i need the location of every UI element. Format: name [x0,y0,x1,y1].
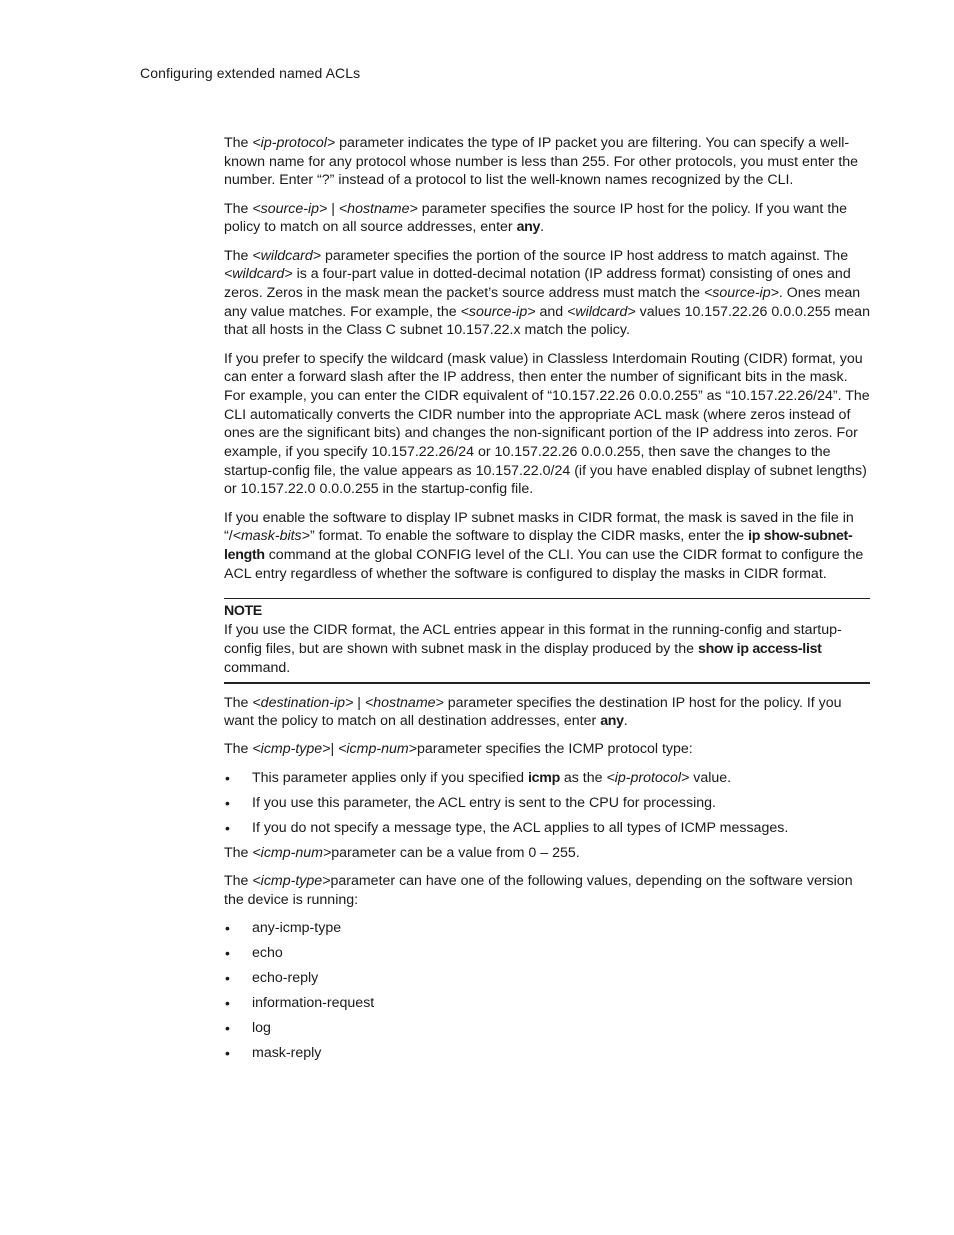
text: If you use the CIDR format, the ACL entries appear in this format in the running-config and startup-config files, but are shown with subnet mask in the display produced by the [224,622,842,658]
text: parameter specifies the ICMP protocol type: [416,741,693,758]
text: If you enable the software to display IP subnet masks in CIDR format, the mask is saved in the file in “/ [224,509,854,545]
text: | [353,694,365,711]
param-wildcard: <wildcard> [224,266,293,283]
text: The [224,247,253,264]
param-source-ip: <source-ip> [703,284,779,301]
param-wildcard: <wildcard> [567,303,636,320]
param-icmp-type: <icmp-type> [252,872,331,889]
text: The [224,135,253,151]
param-source-ip: <source-ip> [460,303,536,320]
note-title: NOTE [224,603,262,620]
param-icmp-num: <icmp-num> [252,844,332,861]
text: If you use this parameter, the ACL entry is sent to the CPU for processing. [252,794,716,811]
text: If you do not specify a message type, the ACL applies to all types of ICMP messages. [252,819,789,836]
text: . Ones mean any value matches. For example, the [224,284,861,320]
list-item [224,969,870,988]
text: parameter indicates the type of IP packet you are filtering. You can specify a well-known name for any protocol whose number is less than 255. For other protocols, you must enter the number. Enter “?” instead of a protocol to list the well-known names recognized by the CLI. [224,135,859,189]
icmp-type-value: information-request [252,994,375,1011]
keyword-any: any [516,219,541,236]
keyword-any: any [600,713,624,730]
icmp-type-value: log [252,1019,271,1036]
text: This parameter applies only if you specified [252,769,529,786]
param-hostname: <hostname> [338,200,418,217]
list-item [224,1044,870,1063]
list-item [224,919,870,938]
list-item [224,769,870,788]
text: as the [559,769,607,786]
param-ip-protocol: <ip-protocol> [606,769,690,786]
icmp-notes-list [224,769,870,838]
paragraph-source-ip [224,200,870,237]
running-header: Configuring extended named ACLs [140,65,361,81]
bullet-icon: • [225,994,230,1011]
paragraph-ip-protocol [224,134,870,190]
text: The [224,844,253,861]
paragraph-cidr-format: If you prefer to specify the wildcard (mask value) in Classless Interdomain Routing (CIDR) format, you can enter a forward slash after the IP address, then enter the number of significant bits in the mask. For example, you can enter the CIDR equivalent of “10.157.22.26 0.0.0.255” as “10.157.22.26/24”. The CLI automatically converts the CIDR number into the appropriate ACL mask (where zeros instead of ones are the significant bits) and changes the non-significant portion of the IP address into zeros. For example, if you specify 10.157.22.26/24 or 10.157.22.26 0.0.0.255, then save the changes to the startup-config file, the value appears as 10.157.22.0/24 (if you have enabled display of subnet lengths) or 10.157.22.0 0.0.0.255 in the startup-config file. [224,350,870,498]
icmp-type-value: echo-reply [252,969,319,986]
text: The [224,694,253,711]
text: parameter specifies the source IP host for the policy. If you want the policy to match on all source addresses, enter [224,200,848,236]
list-item [224,1019,870,1038]
page-content [224,134,870,1069]
text: | [330,741,339,758]
bullet-icon: • [225,944,230,961]
bullet-icon: • [225,1019,230,1036]
bullet-icon: • [225,819,230,836]
text: The [224,872,253,889]
bullet-icon: • [225,969,230,986]
note-body [224,621,870,677]
icmp-type-value: mask-reply [252,1044,322,1061]
param-destination-ip: <destination-ip> [252,694,354,711]
text: command at the global CONFIG level of the CLI. You can use the CIDR format to configure the ACL entry regardless of whether the software is configured to display the masks in CIDR format. [224,547,864,582]
command-ip-show-subnet-length: ip show-subnet-length [224,528,853,564]
bullet-icon: • [225,1044,230,1061]
list-item [224,944,870,963]
list-item [224,794,870,813]
param-ip-protocol: <ip-protocol> [252,135,336,151]
text: command. [224,659,291,676]
list-item [224,994,870,1013]
command-show-ip-access-list: show ip access-list [697,641,822,658]
param-icmp-type: <icmp-type> [252,741,331,758]
paragraph-icmp-num [224,844,870,863]
text: and [535,303,568,320]
param-icmp-num: <icmp-num> [338,741,417,758]
icmp-type-list [224,919,870,1063]
text: parameter can be a value from 0 – 255. [331,844,580,861]
paragraph-wildcard [224,247,870,341]
param-wildcard: <wildcard> [252,247,322,264]
bullet-icon: • [225,919,230,936]
paragraph-cidr-display [224,509,870,584]
icmp-type-value: any-icmp-type [252,919,342,936]
param-mask-bits: <mask-bits> [232,528,310,545]
text: parameter can have one of the following values, depending on the software version the device is running: [224,872,853,908]
bullet-icon: • [225,794,230,811]
text: ” format. To enable the software to display the CIDR masks, enter the [309,528,749,545]
icmp-type-value: echo [252,944,283,961]
param-hostname: <hostname> [364,694,444,711]
text: values 10.157.22.26 0.0.0.255 mean that all hosts in the Class C subnet 10.157.22.x match the policy. [224,303,870,339]
text: parameter specifies the portion of the source IP host address to match against. The [321,247,849,264]
text: parameter specifies the destination IP host for the policy. If you want the policy to match on all destination addresses, enter [224,694,842,730]
paragraph-icmp-type [224,740,870,759]
param-source-ip: <source-ip> [252,200,328,217]
paragraph-destination-ip [224,694,870,731]
paragraph-icmp-type-values [224,872,870,909]
text: The [224,741,253,758]
text: value. [689,769,732,786]
text: . [623,713,628,730]
note-box [224,598,870,683]
text: The [224,200,253,217]
text: . [540,219,545,236]
text: is a four-part value in dotted-decimal notation (IP address format) consisting of ones and zeros. Zeros in the mask mean the packet’s source address must match the [224,266,851,301]
bullet-icon: • [225,769,230,786]
text: | [327,200,339,217]
list-item [224,819,870,838]
keyword-icmp: icmp [528,769,560,786]
